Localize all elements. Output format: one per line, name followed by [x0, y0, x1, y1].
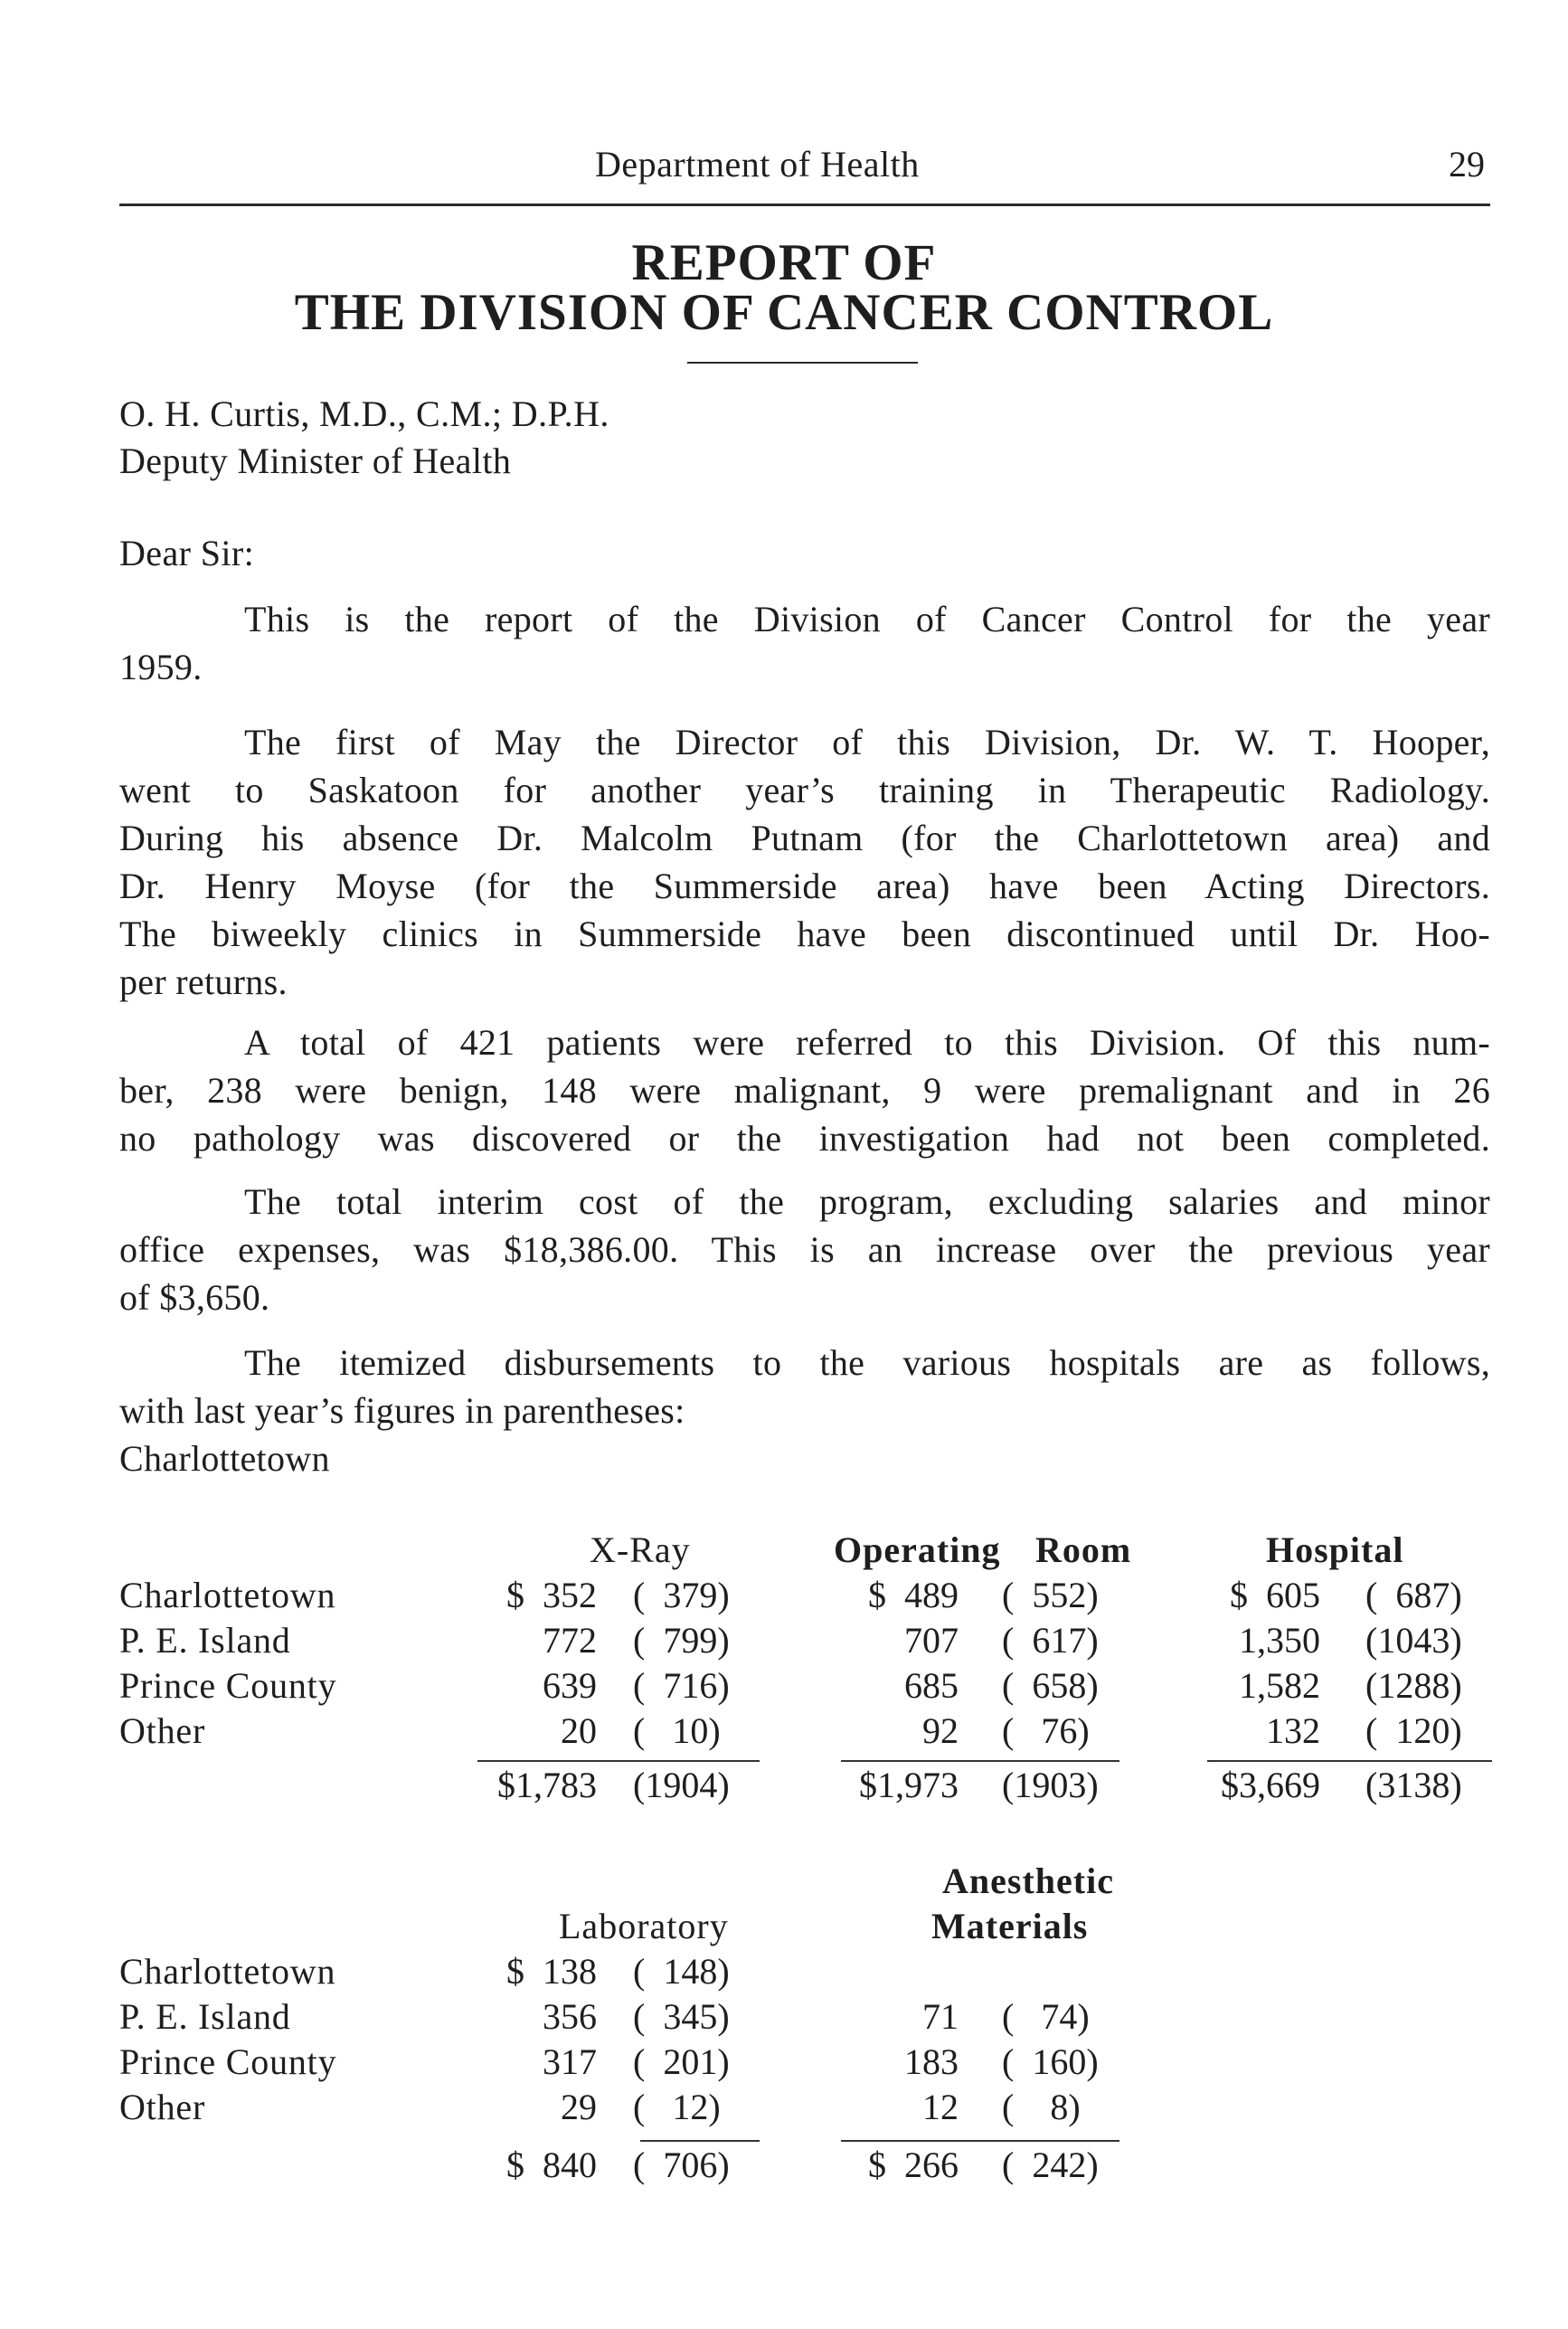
hospital-total: $3,669 — [1221, 1765, 1320, 1805]
hospital-previous: (1043) — [1365, 1620, 1462, 1661]
xray-previous: ( 379) — [633, 1575, 730, 1615]
paragraph-line: The biweekly clinics in Summerside have been discontinued until Dr. Hoo- — [119, 914, 1490, 954]
or-total-previous: (1903) — [1002, 1765, 1099, 1805]
anes-total-previous: ( 242) — [1002, 2144, 1099, 2185]
anes-current: 12 — [922, 2087, 959, 2127]
paragraph-line: The itemized disbursements to the various hospitals are as follows, — [244, 1342, 1490, 1383]
paragraph-line: The first of May the Director of this Division, Dr. W. T. Hooper, — [244, 722, 1490, 762]
row-label: P. E. Island — [119, 1996, 291, 2037]
xray-current: $ 352 — [506, 1575, 597, 1615]
row-label: Charlottetown — [119, 1951, 336, 1992]
total-rule — [640, 2140, 760, 2142]
paragraph-line: ber, 238 were benign, 148 were malignant, 9 were premalignant and in 26 — [119, 1070, 1490, 1111]
col-header-anesthetic: Anesthetic — [942, 1860, 1114, 1901]
row-label: Prince County — [119, 2041, 337, 2082]
or-previous: ( 76) — [1002, 1710, 1090, 1751]
total-rule — [1207, 1760, 1492, 1762]
paragraph-line: A total of 421 patients were referred to this Division. Of this num- — [244, 1022, 1490, 1063]
lab-current: $ 138 — [506, 1951, 597, 1992]
lab-previous: ( 201) — [633, 2041, 730, 2082]
hospital-total-previous: (3138) — [1365, 1765, 1462, 1805]
row-label: Prince County — [119, 1665, 337, 1706]
hospital-previous: ( 120) — [1365, 1710, 1462, 1751]
anes-previous: ( 8) — [1002, 2087, 1081, 2127]
anes-previous: ( 160) — [1002, 2041, 1099, 2082]
or-previous: ( 658) — [1002, 1665, 1099, 1706]
page-number: 29 — [1449, 144, 1485, 185]
total-rule — [477, 1760, 760, 1762]
xray-previous: ( 10) — [633, 1710, 721, 1751]
hospital-current: $ 605 — [1230, 1575, 1320, 1615]
hospital-previous: (1288) — [1365, 1665, 1462, 1706]
or-previous: ( 552) — [1002, 1575, 1099, 1615]
hospital-current: 132 — [1266, 1710, 1320, 1751]
or-total: $1,973 — [859, 1765, 959, 1805]
lab-current: 356 — [543, 1996, 597, 2037]
paragraph-line: During his absence Dr. Malcolm Putnam (for the Charlottetown area) and — [119, 818, 1490, 858]
lab-total: $ 840 — [506, 2144, 597, 2185]
paragraph-5 — [119, 1339, 1490, 1482]
salutation: Dear Sir: — [119, 533, 255, 573]
xray-current: 772 — [543, 1620, 597, 1661]
hospital-current: 1,582 — [1239, 1665, 1320, 1706]
or-current: 685 — [904, 1665, 959, 1706]
lab-total-previous: ( 706) — [633, 2144, 730, 2185]
row-label: Other — [119, 1710, 206, 1751]
or-current: 707 — [904, 1620, 959, 1661]
anes-previous: ( 74) — [1002, 1996, 1090, 2037]
anes-total: $ 266 — [868, 2144, 959, 2185]
paragraph-line: of $3,650. — [119, 1277, 270, 1318]
lab-current: 317 — [543, 2041, 597, 2082]
hospital-current: 1,350 — [1239, 1620, 1320, 1661]
paragraph-2 — [119, 718, 1490, 1054]
col-header-room: Room — [1035, 1529, 1132, 1570]
paragraph-line: Charlottetown — [119, 1438, 330, 1479]
addressee-name: O. H. Curtis, M.D., C.M.; D.P.H. — [119, 393, 609, 434]
running-head: Department of Health — [595, 144, 920, 185]
xray-current: 639 — [543, 1665, 597, 1706]
or-current: $ 489 — [868, 1575, 959, 1615]
paragraph-line: This is the report of the Division of Cancer Control for the year — [244, 599, 1490, 639]
col-header-xray: X-Ray — [590, 1529, 691, 1570]
paragraph-line: per returns. — [119, 961, 288, 1002]
anes-current: 71 — [922, 1996, 959, 2037]
or-previous: ( 617) — [1002, 1620, 1099, 1661]
or-current: 92 — [922, 1710, 959, 1751]
lab-previous: ( 345) — [633, 1996, 730, 2037]
xray-total: $1,783 — [497, 1765, 597, 1805]
paragraph-line: The total interim cost of the program, excluding salaries and minor — [244, 1181, 1490, 1222]
report-title-line2: THE DIVISION OF CANCER CONTROL — [294, 284, 1274, 341]
addressee-position: Deputy Minister of Health — [119, 440, 512, 481]
total-rule — [841, 1760, 1119, 1762]
col-header-hospital: Hospital — [1266, 1529, 1404, 1570]
paragraph-line: office expenses, was $18,386.00. This is an increase over the previous year — [119, 1229, 1490, 1270]
hospital-previous: ( 687) — [1365, 1575, 1462, 1615]
lab-previous: ( 12) — [633, 2087, 721, 2127]
col-header-materials: Materials — [931, 1906, 1089, 1946]
row-label: P. E. Island — [119, 1620, 291, 1661]
lab-previous: ( 148) — [633, 1951, 730, 1992]
paragraph-line: no pathology was discovered or the investigation had not been completed. — [119, 1118, 1490, 1159]
anes-current: 183 — [904, 2041, 959, 2082]
col-header-operating: Operating — [834, 1529, 1001, 1570]
xray-previous: ( 799) — [633, 1620, 730, 1661]
header-rule — [119, 204, 1490, 206]
row-label: Other — [119, 2087, 206, 2127]
total-rule — [841, 2140, 1119, 2142]
report-title-line1: REPORT OF — [631, 234, 937, 291]
paragraph-line: went to Saskatoon for another year’s training in Therapeutic Radiology. — [119, 770, 1490, 810]
paragraph-line: 1959. — [119, 647, 203, 687]
paragraph-line: Dr. Henry Moyse (for the Summerside area) have been Acting Directors. — [119, 866, 1490, 906]
xray-current: 20 — [561, 1710, 597, 1751]
xray-total-previous: (1904) — [633, 1765, 730, 1805]
col-header-laboratory: Laboratory — [559, 1906, 729, 1946]
row-label: Charlottetown — [119, 1575, 336, 1615]
paragraph-line: with last year’s figures in parentheses: — [119, 1390, 685, 1431]
lab-current: 29 — [561, 2087, 597, 2127]
xray-previous: ( 716) — [633, 1665, 730, 1706]
title-rule — [687, 362, 918, 364]
